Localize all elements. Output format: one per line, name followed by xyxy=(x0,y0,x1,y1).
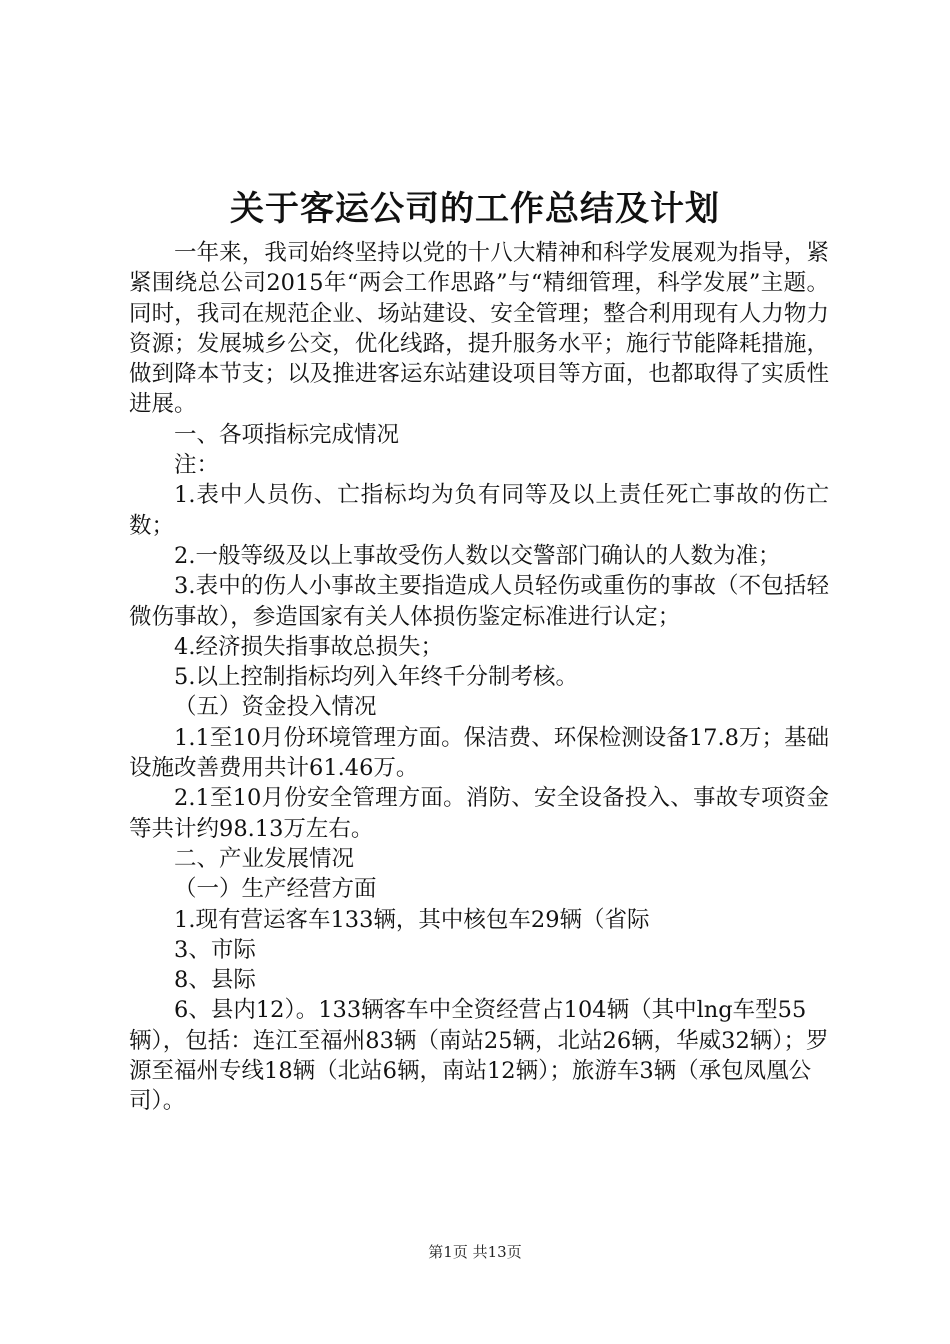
section-heading-industry: 二、产业发展情况 xyxy=(174,845,355,872)
operations-item-1: 1.现有营运客车133辆，其中核包车29辆（省际 xyxy=(174,906,650,933)
note-label: 注： xyxy=(174,452,220,479)
intro-paragraph: 一年来，我司始终坚持以党的十八大精神和科学发展观为指导，紧紧围绕总公司2015年“两会工作思路”与“精细管理，科学发展”主题。同时，我司在规范企业、场站建设、安全管理；整合利用现有人力物力资源；发展城乡公交，优化线路，提升服务水平；施行节能降耗措施，做到降本节支；以及推进客运东站建设项目等方面，也都取得了实质性进展。 xyxy=(129,240,829,418)
note-item-4: 4.经济损失指事故总损失； xyxy=(174,633,443,660)
note-item-5: 5.以上控制指标均列入年终千分制考核。 xyxy=(174,664,578,691)
section-heading-indicators: 一、各项指标完成情况 xyxy=(174,421,400,448)
subsection-heading-operations: （一）生产经营方面 xyxy=(174,876,377,903)
page-number-footer: 第1页 共13页 xyxy=(428,1243,522,1261)
funding-item-2: 2.1至10月份安全管理方面。消防、安全设备投入、事故专项资金等共计约98.13万左右。 xyxy=(129,785,829,842)
operations-line-county: 8、县际 xyxy=(174,967,256,994)
note-item-1: 1.表中人员伤、亡指标均为负有同等及以上责任死亡事故的伤亡数； xyxy=(129,482,829,539)
document-body xyxy=(129,238,829,1117)
operations-line-city: 3、市际 xyxy=(174,936,256,963)
note-item-2: 2.一般等级及以上事故受伤人数以交警部门确认的人数为准； xyxy=(174,542,781,569)
note-item-3: 3.表中的伤人小事故主要指造成人员轻伤或重伤的事故（不包括轻微伤事故），参造国家有关人体损伤鉴定标准进行认定； xyxy=(129,573,829,630)
funding-item-1: 1.1至10月份环境管理方面。保洁费、环保检测设备17.8万；基础设施改善费用共计61.46万。 xyxy=(129,724,829,782)
document-title: 关于客运公司的工作总结及计划 xyxy=(230,189,720,229)
subsection-heading-funding: （五）资金投入情况 xyxy=(174,694,377,721)
operations-fleet-details: 6、县内12）。133辆客车中全资经营占104辆（其中lng车型55辆），包括：连江至福州83辆（南站25辆，北站26辆，华威32辆）；罗源至福州专线18辆（北站6辆，南站12辆）；旅游车3辆（承包凤凰公司）。 xyxy=(129,997,829,1115)
